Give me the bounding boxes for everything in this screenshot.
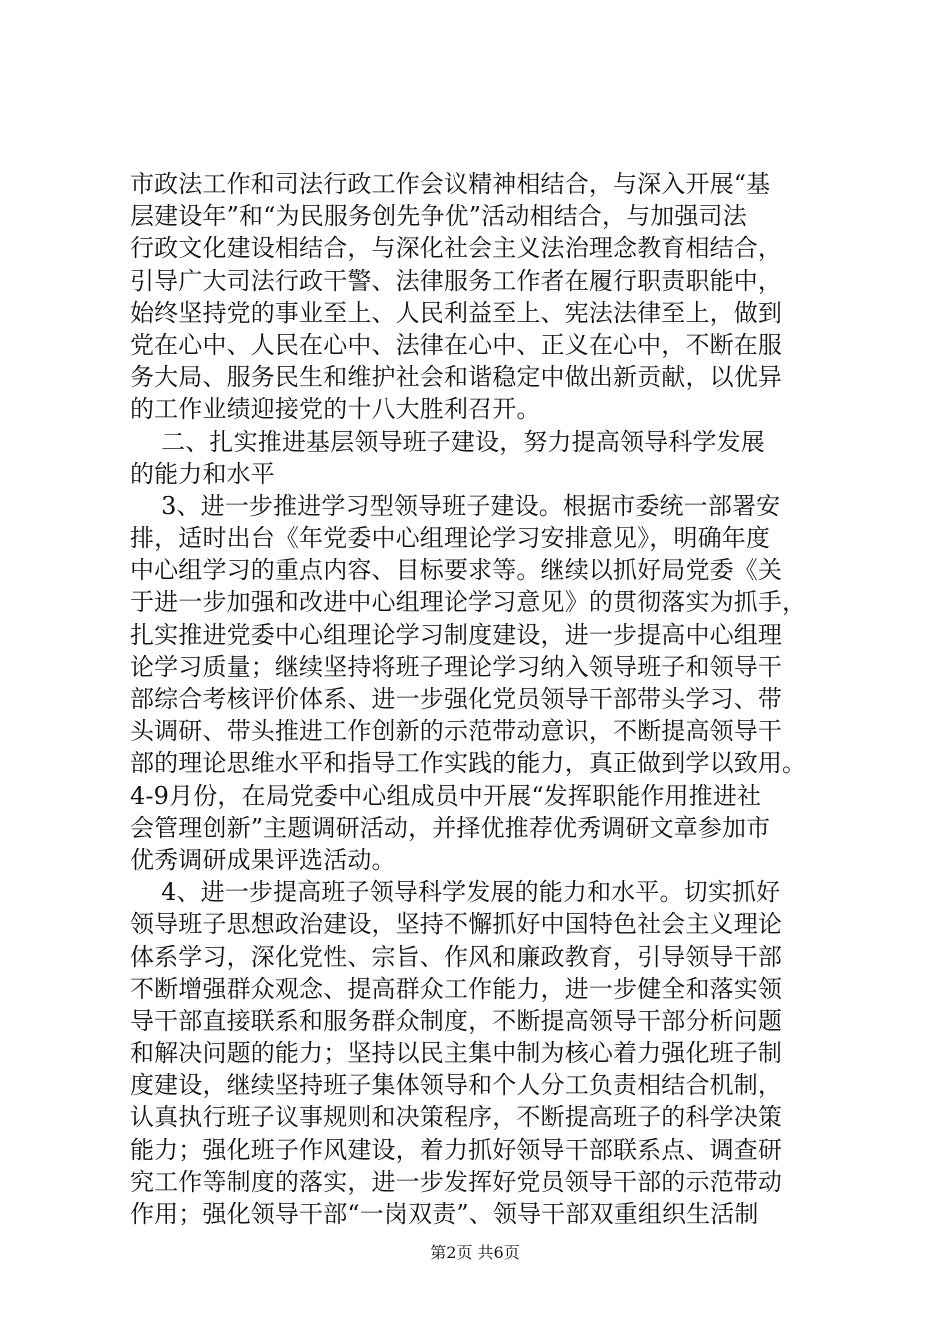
text-line: 引导广大司法行政干警、法律服务工作者在履行职责职能中， xyxy=(130,266,783,295)
text-line: 3、进一步推进学习型领导班子建设。根据市委统一部署安 xyxy=(130,491,781,520)
text-line: 认真执行班子议事规则和决策程序，不断提高班子的科学决策 xyxy=(130,1103,783,1132)
text-line: 务大局、服务民生和维护社会和谐稳定中做出新贡献，以优异 xyxy=(130,363,783,392)
text-line: 4-9月份，在局党委中心组成员中开展“发挥职能作用推进社 xyxy=(130,781,762,810)
text-line: 究工作等制度的落实，进一步发挥好党员领导干部的示范带动 xyxy=(130,1167,783,1196)
text-line: 4、进一步提高班子领导科学发展的能力和水平。切实抓好 xyxy=(130,878,781,907)
text-line: 排，适时出台《年党委中心组理论学习安排意见》，明确年度 xyxy=(130,524,771,553)
text-line: 行政文化建设相结合，与深化社会主义法治理念教育相结合， xyxy=(130,234,783,263)
text-line: 扎实推进党委中心组理论学习制度建设，进一步提高中心组理 xyxy=(130,620,783,649)
text-line: 不断增强群众观念、提高群众工作能力，进一步健全和落实领 xyxy=(130,974,783,1003)
text-line: 中心组学习的重点内容、目标要求等。继续以抓好局党委《关 xyxy=(130,556,783,585)
text-line: 的工作业绩迎接党的十八大胜利召开。 xyxy=(130,395,541,424)
text-line: 论学习质量；继续坚持将班子理论学习纳入领导班子和领导干 xyxy=(130,652,783,681)
text-line: 的能力和水平 xyxy=(130,459,275,488)
text-line: 度建设，继续坚持班子集体领导和个人分工负责相结合机制， xyxy=(130,1071,783,1100)
text-line: 党在心中、人民在心中、法律在心中、正义在心中，不断在服 xyxy=(130,330,783,359)
text-line: 部综合考核评价体系、进一步强化党员领导干部带头学习、带 xyxy=(130,685,783,713)
text-line: 层建设年”和“为民服务创先争优”活动相结合，与加强司法 xyxy=(130,202,747,231)
text-line: 作用；强化领导干部“一岗双责”、领导干部双重组织生活制 xyxy=(130,1200,759,1228)
text-line: 体系学习，深化党性、宗旨、作风和廉政教育，引导领导干部 xyxy=(130,942,783,971)
text-line: 市政法工作和司法行政工作会议精神相结合，与深入开展“基 xyxy=(130,170,771,198)
document-body xyxy=(130,168,835,1230)
text-line: 优秀调研成果评选活动。 xyxy=(130,845,396,874)
text-line: 始终坚持党的事业至上、人民利益至上、宪法法律至上，做到 xyxy=(130,298,783,327)
text-line: 能力；强化班子作风建设，着力抓好领导干部联系点、调查研 xyxy=(130,1135,783,1164)
text-line: 领导班子思想政治建设，坚持不懈抓好中国特色社会主义理论 xyxy=(130,910,783,939)
text-line: 头调研、带头推进工作创新的示范带动意识，不断提高领导干 xyxy=(130,717,783,746)
text-line: 部的理论思维水平和指导工作实践的能力，真正做到学以致用。 xyxy=(130,749,807,778)
page-footer: 第2页 共6页 xyxy=(430,1243,520,1262)
text-line: 会管理创新”主题调研活动，并择优推荐优秀调研文章参加市 xyxy=(130,813,771,842)
text-line: 于进一步加强和改进中心组理论学习意见》的贯彻落实为抓手， xyxy=(130,588,807,617)
text-line: 二、扎实推进基层领导班子建设，努力提高领导科学发展 xyxy=(130,427,765,456)
text-line: 导干部直接联系和服务群众制度，不断提高领导干部分析问题 xyxy=(130,1006,783,1035)
text-line: 和解决问题的能力；坚持以民主集中制为核心着力强化班子制 xyxy=(130,1039,783,1068)
